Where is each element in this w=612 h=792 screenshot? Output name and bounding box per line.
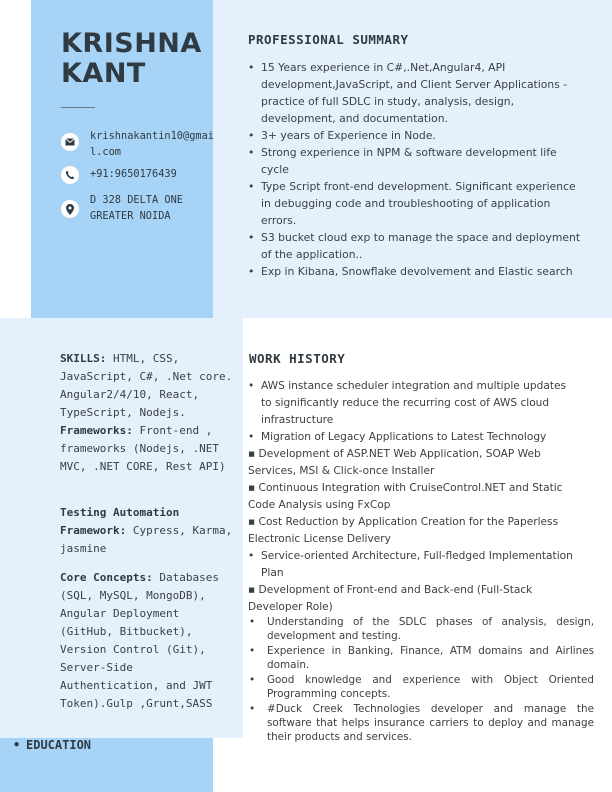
- address-line-1: D 328 DELTA ONE: [90, 194, 183, 206]
- education-section: [13, 738, 91, 752]
- list-item: • Experience in Banking, Finance, ATM domains and Airlines domain.: [249, 644, 594, 672]
- frameworks-label: Frameworks:: [60, 424, 133, 437]
- testing-block: [60, 504, 236, 558]
- list-item: ▪ Continuous Integration with CruiseControl.NET and Static Code Analysis using FxCop: [248, 482, 563, 511]
- summary-list: [248, 59, 583, 280]
- phone-text[interactable]: +91:9650176439: [90, 168, 177, 180]
- list-item: • 3+ years of Experience in Node.: [248, 127, 583, 144]
- summary-heading: PROFESSIONAL SUMMARY: [248, 32, 409, 47]
- candidate-name: [61, 29, 211, 89]
- core-concepts-block: [60, 569, 236, 713]
- list-item: • #Duck Creek Technologies developer and manage the software that helps insurance carriers to deploy and manage their products and services.: [249, 702, 594, 744]
- email-text[interactable]: krishnakantin10@gmail.com: [90, 130, 214, 158]
- frameworks-text: Front-end , frameworks (Nodejs, .NET MVC, .NET CORE, Rest API): [60, 424, 226, 473]
- list-item: • Strong experience in NPM & software development life cycle: [248, 144, 583, 178]
- list-item: • 15 Years experience in C#,.Net,Angular4, API development,JavaScript, and Client Server Applications - practice of full SDLC in study, analysis, design, development, and documentation.: [248, 59, 583, 127]
- list-item: • Good knowledge and experience with Object Oriented Programming concepts.: [249, 673, 594, 701]
- list-item: • AWS instance scheduler integration and multiple updates to significantly reduce the recurring cost of AWS cloud infrastructure: [248, 378, 578, 429]
- last-name: KANT: [61, 58, 146, 89]
- location-pin-icon: [61, 200, 79, 218]
- address-text: [90, 192, 214, 224]
- skills-text: HTML, CSS, JavaScript, C#, .Net core. Angular2/4/10, React, TypeScript, Nodejs.: [60, 352, 233, 419]
- list-item: • Exp in Kibana, Snowflake devolvement and Elastic search: [248, 263, 583, 280]
- list-item: • Migration of Legacy Applications to Latest Technology: [248, 429, 578, 446]
- education-heading: • EDUCATION: [13, 738, 91, 752]
- work-list-secondary: [249, 615, 594, 745]
- phone-icon: [61, 166, 79, 184]
- list-item: ▪ Cost Reduction by Application Creation for the Paperless Electronic License Delivery: [248, 516, 559, 545]
- testing-text: Cypress, Karma, jasmine: [60, 524, 233, 555]
- envelope-icon: [61, 133, 79, 151]
- first-name: KRISHNA: [61, 28, 202, 59]
- list-item: ▪ Development of Front-end and Back-end (Full-Stack Developer Role): [248, 584, 533, 613]
- work-heading: WORK HISTORY: [249, 351, 346, 366]
- testing-label: Testing Automation Framework:: [60, 506, 180, 537]
- core-text: Databases (SQL, MySQL, MongoDB), Angular Deployment (GitHub, Bitbucket), Version Control (Git), Server-Side Authentication, and JWT Token).Gulp ,Grunt,SASS: [60, 571, 219, 710]
- list-item: • Service-oriented Architecture, Full-fledged Implementation Plan: [248, 548, 578, 582]
- address-line-2: GREATER NOIDA: [90, 210, 171, 222]
- name-divider: [61, 107, 95, 108]
- core-label: Core Concepts:: [60, 571, 153, 584]
- list-item: • Type Script front-end development. Significant experience in debugging code and troubleshooting of application errors.: [248, 178, 583, 229]
- skills-block: [60, 350, 236, 476]
- list-item: • S3 bucket cloud exp to manage the space and deployment of the application..: [248, 229, 583, 263]
- list-item: • Understanding of the SDLC phases of analysis, design, development and testing.: [249, 615, 594, 643]
- work-list: [248, 378, 578, 616]
- skills-label: SKILLS:: [60, 352, 107, 365]
- list-item: ▪ Development of ASP.NET Web Application, SOAP Web Services, MSI & Click-once Installer: [248, 448, 541, 477]
